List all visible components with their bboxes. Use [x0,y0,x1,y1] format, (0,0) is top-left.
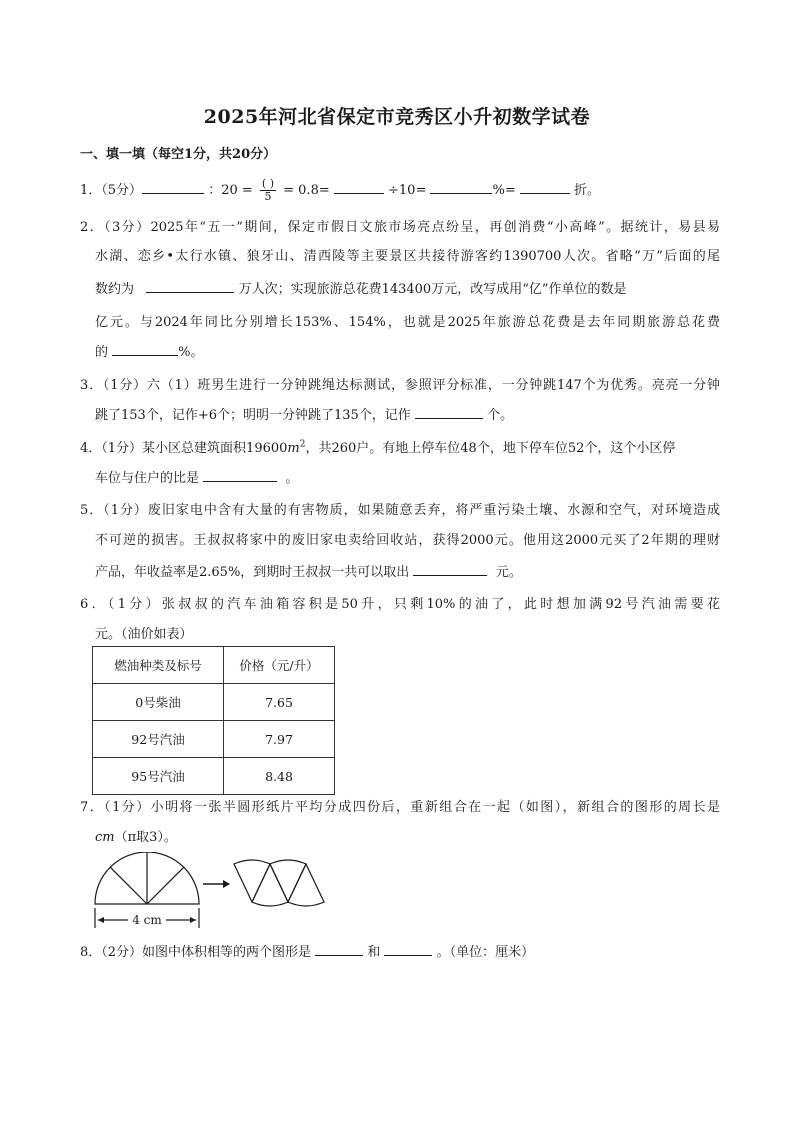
answer-blank[interactable] [315,942,363,956]
answer-blank[interactable] [142,180,204,194]
q2-line-5 [95,341,720,360]
q5-line-3 [95,561,720,580]
q4-unit: m [287,441,300,456]
answer-blank[interactable] [112,342,178,356]
arrow-right-icon [223,880,230,888]
q5-line-2: 不可逆的损害。王叔叔将家中的废旧家电卖给回收站，获得2000元。他用这2000元买了2年期的理财 [95,533,720,548]
table-row [93,684,335,721]
answer-blank[interactable] [415,405,483,419]
q8-text: 8．（2分）如图中体积相等的两个图形是 [80,945,312,960]
table-header-cell: 价格（元/升） [224,647,335,684]
fraction-numerator: ( ) [261,177,274,190]
answer-blank[interactable] [413,562,487,576]
oil-price-table [92,646,335,795]
q4-sup: 2 [299,439,306,450]
table-row [93,758,335,795]
table-cell: 7.65 [224,684,335,721]
answer-blank[interactable] [384,942,432,956]
q3-text: 个。 [487,408,514,423]
q1-zhe: 折。 [574,183,601,198]
q4-text: 4．（1分）某小区总建筑面积19600 [80,441,288,456]
answer-blank[interactable] [334,180,384,194]
table-row [93,647,335,684]
sector-piece [288,864,324,906]
table-cell: 0号柴油 [93,684,224,721]
q4-line-2 [95,467,720,486]
semicircle-figure [90,852,380,932]
q6-line-2: 元。（油价如表） [95,627,193,642]
answer-blank[interactable] [520,180,570,194]
q4-text: 车位与住户的比是 [95,471,200,486]
table-cell: 7.97 [224,721,335,758]
arrow-left-icon [98,917,104,923]
q2-line-4: 亿元。与2024年同比分别增长153%、154%，也就是2025年旅游总花费是去年同期旅游总花费 [95,315,720,330]
q2-line-2: 水湖、恋乡•太行水镇、狼牙山、清西陵等主要景区共接待游客约1390700人次。省略“万”后面的尾 [95,249,720,264]
q2-line-1: 2．（3分）2025年“五一”期间，保定市假日文旅市场亮点纷呈，再创消费“小高峰”。据统计，易县易 [80,220,720,235]
q7-unit: cm [95,830,115,845]
q5-text: 产品，年收益率是2.65%，到期时王叔叔一共可以取出 [95,565,410,580]
table-row [93,721,335,758]
q3-text: 跳了153个，记作+6个；明明一分钟跳了135个，记作 [95,408,411,423]
divider-line [147,867,184,904]
q1-div: ÷10= [388,183,427,198]
q2-line-3 [95,278,720,297]
sector-piece [270,860,306,902]
arrow-right-icon [190,917,196,923]
q1-colon20: ：20 = [208,183,253,198]
q5-line-1: 5．（1分）废旧家电中含有大量的有害物质，如果随意丢弃，将严重污染土壤、水源和空气，对环境造成 [80,503,720,518]
q2-text: 万人次；实现旅游总花费143400万元，改写成用“亿”作单位的数是 [238,282,627,297]
answer-blank[interactable] [146,279,234,293]
q4-text: ，共260户。有地上停车位48个，地下停车位52个，这个小区停 [305,441,676,456]
q7-line-1: 7．（1分）小明将一张半圆形纸片平均分成四份后，重新组合在一起（如图），新组合的图形的周长是 [80,800,720,815]
q1-eq: = 0.8= [283,183,330,198]
q8-text: 和 [367,945,381,960]
sector-piece [234,860,270,902]
fraction [260,178,276,203]
table-cell: 92号汽油 [93,721,224,758]
question-8 [80,941,720,960]
q2-text: %。 [178,345,204,360]
q1-prefix: 1．（5分） [80,183,143,198]
q7-line-2 [95,826,720,845]
q2-text: 的 [95,345,109,360]
divider-line [110,867,147,904]
exam-title: 2025年河北省保定市竞秀区小升初数学试卷 [203,106,591,128]
q4-line-1 [80,437,720,456]
answer-blank[interactable] [203,468,277,482]
q6-line-1: 6．（1分）张叔叔的汽车油箱容积是50升，只剩10%的油了，此时想加满92号汽油需要花 [80,597,720,612]
fraction-denominator: 5 [264,190,272,203]
sector-piece [252,864,288,906]
q3-line-1: 3．（1分）六（1）班男生进行一分钟跳绳达标测试，参照评分标准，一分钟跳147个为优秀。亮亮一分钟 [80,378,720,393]
q2-text: 数约为 [95,282,135,297]
q8-text: 。（单位：厘米） [436,945,535,960]
table-header-cell: 燃油种类及标号 [93,647,224,684]
table-cell: 8.48 [224,758,335,795]
question-1 [80,178,720,203]
answer-blank[interactable] [430,180,492,194]
table-cell: 95号汽油 [93,758,224,795]
q3-line-2 [95,404,720,423]
q4-text: 。 [285,471,299,486]
q1-pct: %= [492,183,516,198]
q7-text: （π取3）。 [114,830,177,845]
q5-text: 元。 [495,565,522,580]
dimension-label: 4 cm [132,913,162,927]
section-heading: 一、填一填（每空1分，共20分） [80,147,277,162]
